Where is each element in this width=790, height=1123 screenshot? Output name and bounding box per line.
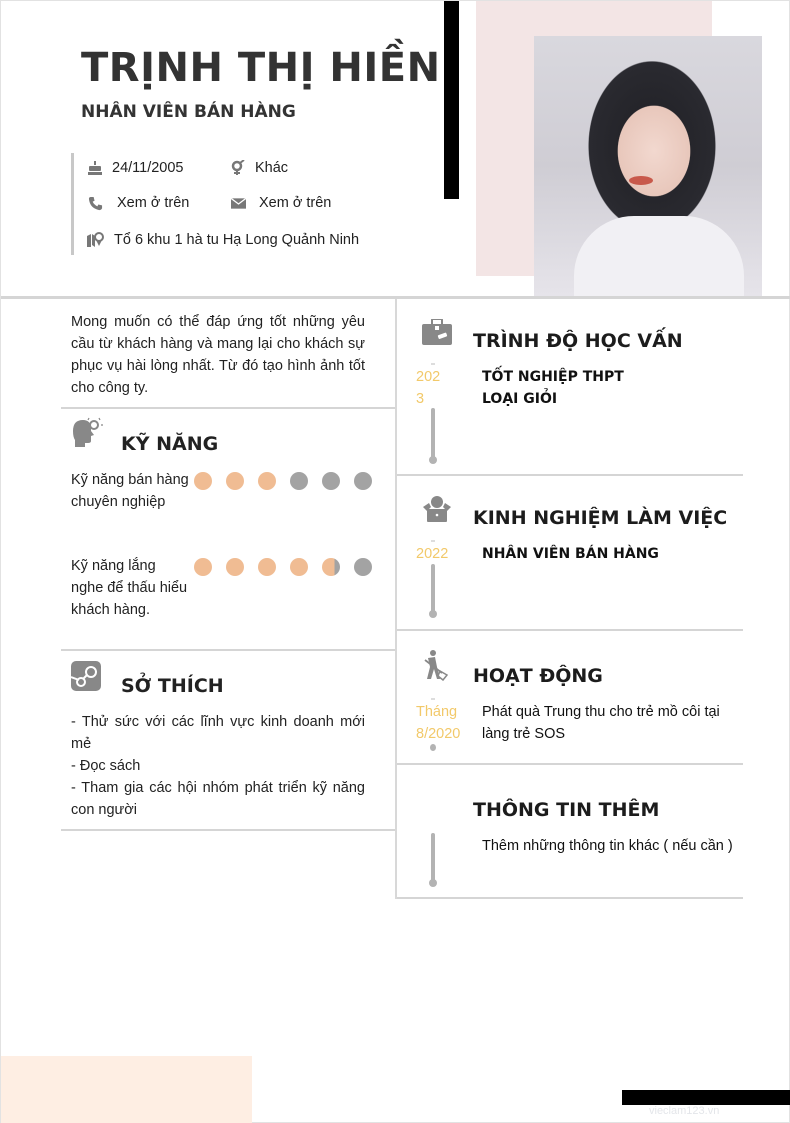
skill-name: Kỹ năng lắng nghe để thấu hiểu khách hàng. [71, 558, 188, 618]
timeline-tick [431, 698, 435, 700]
activities-title: HOẠT ĐỘNG [473, 665, 603, 687]
hobby-item: - Đọc sách [71, 758, 141, 774]
hobbies-title: SỞ THÍCH [121, 675, 224, 697]
column-divider [395, 299, 397, 899]
photo-body [574, 216, 744, 296]
photo-detail [629, 176, 653, 185]
skill-rating [194, 472, 372, 490]
person-laptop-icon [421, 495, 453, 528]
rating-dot-empty [354, 472, 372, 490]
profile-photo [534, 36, 762, 296]
activities-date: Tháng 8/2020 [416, 704, 461, 742]
section-divider [397, 474, 743, 476]
additional-entry: Thêm những thông tin khác ( nếu cần ) [482, 838, 733, 854]
rating-dot-filled [194, 472, 212, 490]
timeline-tick [431, 363, 435, 365]
section-divider [397, 763, 743, 765]
rating-dot-filled [226, 558, 244, 576]
timeline-line [431, 564, 435, 614]
rating-dot-empty [290, 472, 308, 490]
candidate-name: TRỊNH THỊ HIỀN [81, 45, 441, 91]
phone-row [86, 194, 189, 212]
timeline-dot [429, 456, 437, 464]
experience-title: KINH NGHIỆM LÀM VIỆC [473, 507, 728, 529]
phone-icon [86, 194, 104, 212]
experience-date: 2022 [416, 546, 449, 562]
gender-value: Khác [255, 160, 289, 176]
section-divider [61, 829, 395, 831]
steam-icon [71, 661, 101, 696]
decorative-peach-block [1, 1056, 252, 1123]
decorative-black-bar [444, 1, 459, 199]
skill-name: Kỹ năng bán hàng chuyên nghiệp [71, 472, 189, 510]
education-date: 202 3 [416, 369, 441, 407]
job-title: NHÂN VIÊN BÁN HÀNG [81, 102, 296, 122]
decorative-black-bar [622, 1090, 790, 1105]
timeline-line [431, 408, 435, 460]
birthday-value: 24/11/2005 [112, 160, 184, 176]
rating-dot-filled [290, 558, 308, 576]
birthday-cake-icon [86, 159, 104, 177]
hobbies-list [71, 711, 365, 821]
section-divider [397, 897, 743, 899]
rating-dot-filled [226, 472, 244, 490]
person-shovel-icon [422, 649, 448, 686]
gender-icon [229, 159, 247, 177]
skills-title: KỸ NĂNG [121, 433, 219, 455]
address-row [86, 231, 359, 249]
timeline-dot [429, 879, 437, 887]
head-lightbulb-icon [71, 417, 103, 452]
section-divider [61, 407, 395, 409]
contact-block [71, 153, 391, 255]
rating-dot-partial [322, 558, 340, 576]
rating-dot-filled [258, 472, 276, 490]
rating-dot-empty [322, 472, 340, 490]
hobby-item: - Tham gia các hội nhóm phát triển kỹ năng con người [71, 780, 365, 818]
envelope-icon [229, 194, 247, 212]
email-row [229, 194, 331, 212]
timeline-dot [430, 744, 436, 751]
phone-value: Xem ở trên [117, 195, 190, 211]
section-divider [397, 629, 743, 631]
briefcase-icon [422, 319, 452, 350]
rating-dot-empty [354, 558, 372, 576]
section-divider [61, 649, 395, 651]
experience-entry: NHÂN VIÊN BÁN HÀNG [482, 546, 659, 562]
activities-entry: Phát quà Trung thu cho trẻ mồ côi tại làng trẻ SOS [482, 704, 720, 742]
career-objective: Mong muốn có thể đáp ứng tốt những yêu cầu từ khách hàng và mang lại cho khách sự phục vụ hài lòng nhất. Từ đó tạo hình ảnh tốt cho công ty. [71, 314, 365, 396]
rating-dot-filled [194, 558, 212, 576]
gender-row [229, 159, 288, 177]
skill-rating [194, 558, 372, 576]
birthday-row [86, 159, 184, 177]
timeline-tick [431, 540, 435, 542]
watermark: vieclam123.vn [649, 1105, 720, 1117]
timeline-dot [429, 610, 437, 618]
timeline-line [431, 833, 435, 883]
education-entry: TỐT NGHIỆP THPT LOẠI GIỎI [482, 369, 624, 407]
map-marker-icon [86, 231, 104, 249]
rating-dot-filled [258, 558, 276, 576]
email-value: Xem ở trên [259, 195, 332, 211]
hobby-item: - Thử sức với các lĩnh vực kinh doanh mới mẻ [71, 714, 365, 752]
address-value: Tổ 6 khu 1 hà tu Hạ Long Quảnh Ninh [114, 232, 360, 248]
additional-title: THÔNG TIN THÊM [473, 799, 660, 821]
education-title: TRÌNH ĐỘ HỌC VẤN [473, 330, 683, 352]
